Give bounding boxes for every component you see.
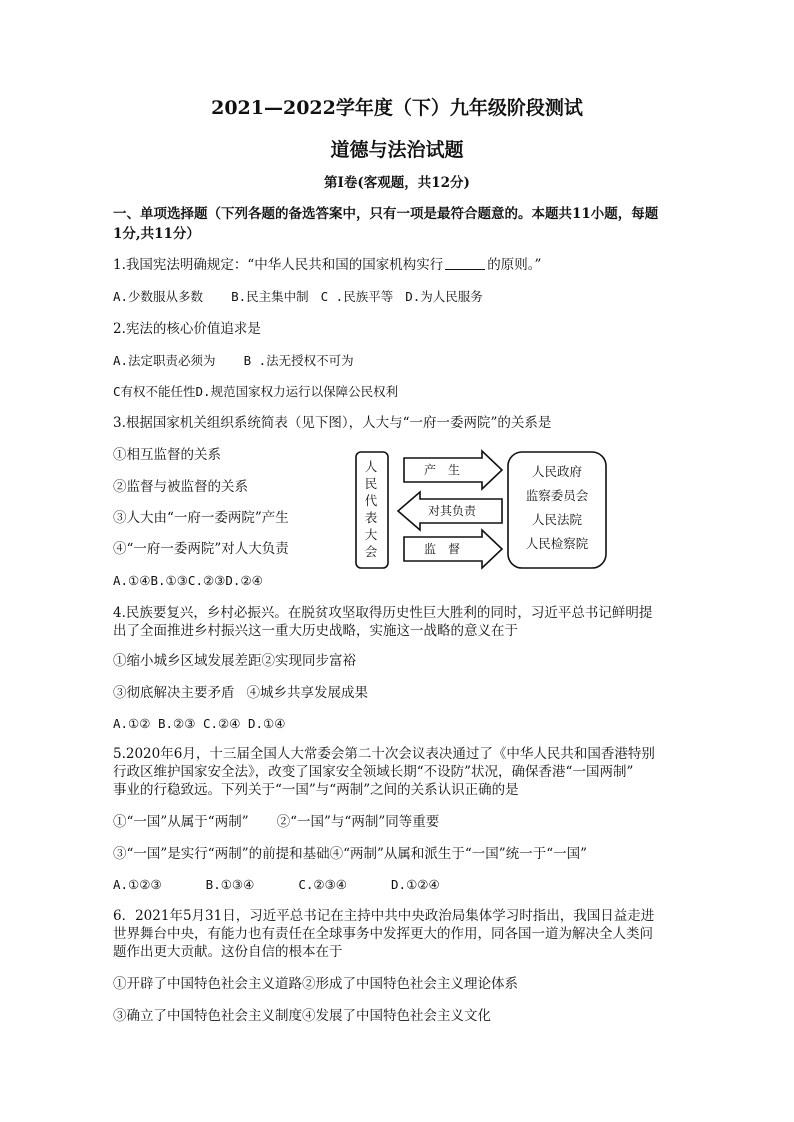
q5-items-1-2 [113, 813, 439, 831]
npc-label: 人 民 代 表 大 会 [364, 459, 378, 559]
q6-stem-1: 6．2021年5月31日，习近平总书记在主持中共中央政治局集体学习时指出，我国日益走进 [113, 908, 655, 924]
q1-answer-blank [445, 257, 485, 270]
instructions-line-1: 一、单项选择题（下列各题的备选答案中，只有一项是最符合题意的。本题共11小题，每题 [113, 206, 659, 222]
q3-item-1: ①相互监督的关系 [113, 447, 221, 463]
q5-stem-2: 行政区维护国家安全法》，改变了国家安全领域长期“不设防”状况，确保香港“一国两制” [113, 764, 634, 780]
q1-options [113, 288, 483, 306]
q5-options [113, 876, 440, 894]
state-organ-diagram [354, 448, 608, 572]
q2-options-cd: C有权不能任性D.规范国家权力运行以保障公民权利 [113, 384, 399, 399]
arrow-label-responsible: 对其负责 [428, 504, 477, 518]
q3-item-2: ②监督与被监督的关系 [113, 479, 248, 495]
q2-stem: 2.宪法的核心价值追求是 [113, 321, 261, 337]
q5-option-a: A.①②③ [113, 877, 162, 892]
q6-stem-3: 题作出更大贡献。这份自信的根本在于 [113, 944, 343, 960]
q6-items-3-4: ③确立了中国特色社会主义制度④发展了中国特色社会主义文化 [113, 1008, 491, 1024]
q6-stem-2: 世界舞台中央，有能力也有责任在全球事务中发挥更大的作用，同各国一道为解决全人类问 [113, 926, 653, 942]
q6-items-1-2: ①开辟了中国特色社会主义道路②形成了中国特色社会主义理论体系 [113, 976, 518, 992]
q5-item-2: ②“一国”与“两制”同等重要 [276, 814, 440, 830]
q3-stem: 3.根据国家机关组织系统简表（见下图），人大与“一府一委两院”的关系是 [113, 415, 552, 431]
q2-option-b: B .法无授权不可为 [243, 353, 354, 368]
q4-options: A.①② B.②③ C.②④ D.①④ [113, 716, 286, 731]
q5-stem-1: 5.2020年6月，十三届全国人大常委会第二十次会议表决通过了《中华人民共和国香港特别 [113, 746, 655, 762]
q5-option-c: C.②③④ [298, 877, 348, 892]
q5-option-b: B.①③④ [205, 877, 255, 892]
instructions-line-2: 1分,共11分） [113, 226, 200, 242]
arrow-label-supervise: 监 督 [424, 542, 461, 556]
q3-item-4: ④“一府一委两院”对人大负责 [113, 541, 289, 557]
q5-option-d: D.①②④ [391, 877, 440, 892]
q2-option-a: A.法定职责必须为 [113, 353, 216, 368]
organs-label: 人民政府 监察委员会 人民法院 人民检察院 [525, 464, 589, 551]
q4-stem-2: 出了全面推进乡村振兴这一重大历史战略，实施这一战略的意义在于 [113, 623, 518, 639]
section-title: 第Ⅰ卷(客观题，共12分) [324, 175, 470, 191]
q4-item-3: ③彻底解决主要矛盾 [113, 685, 235, 701]
q1-stem-part-b: 的原则。” [487, 257, 542, 273]
q1-option-d: D.为人民服务 [405, 289, 483, 304]
q4-items-3-4 [113, 684, 368, 702]
q1-stem [113, 256, 541, 274]
q2-options-ab [113, 352, 354, 370]
q3-item-3: ③人大由“一府一委两院”产生 [113, 510, 289, 526]
q1-option-c: C .民族平等 [320, 289, 394, 304]
q1-option-a: A.少数服从多数 [113, 289, 204, 304]
subject-title: 道德与法治试题 [330, 139, 464, 161]
q1-option-b: B.民主集中制 [231, 289, 309, 304]
q3-options: A.①④B.①③C.②③D.②④ [113, 573, 263, 588]
arrow-label-produce: 产 生 [424, 463, 461, 477]
q5-stem-3: 事业的行稳致远。下列关于“一国”与“两制”之间的关系认识正确的是 [113, 782, 519, 798]
q4-items-1-2: ①缩小城乡区域发展差距②实现同步富裕 [113, 653, 356, 669]
exam-title: 2021—2022学年度（下）九年级阶段测试 [211, 97, 583, 119]
q4-item-4: ④城乡共享发展成果 [246, 685, 368, 701]
q1-stem-part-a: 1.我国宪法明确规定：“中华人民共和国的国家机构实行 [113, 257, 444, 273]
q5-items-3-4: ③“一国”是实行“两制”的前提和基础④“两制”从属和派生于“一国”统一于“一国” [113, 846, 588, 862]
q4-stem-1: 4.民族要复兴，乡村必振兴。在脱贫攻坚取得历史性巨大胜利的同时，习近平总书记鲜明提 [113, 605, 653, 621]
q5-item-1: ①“一国”从属于“两制” [113, 814, 249, 830]
